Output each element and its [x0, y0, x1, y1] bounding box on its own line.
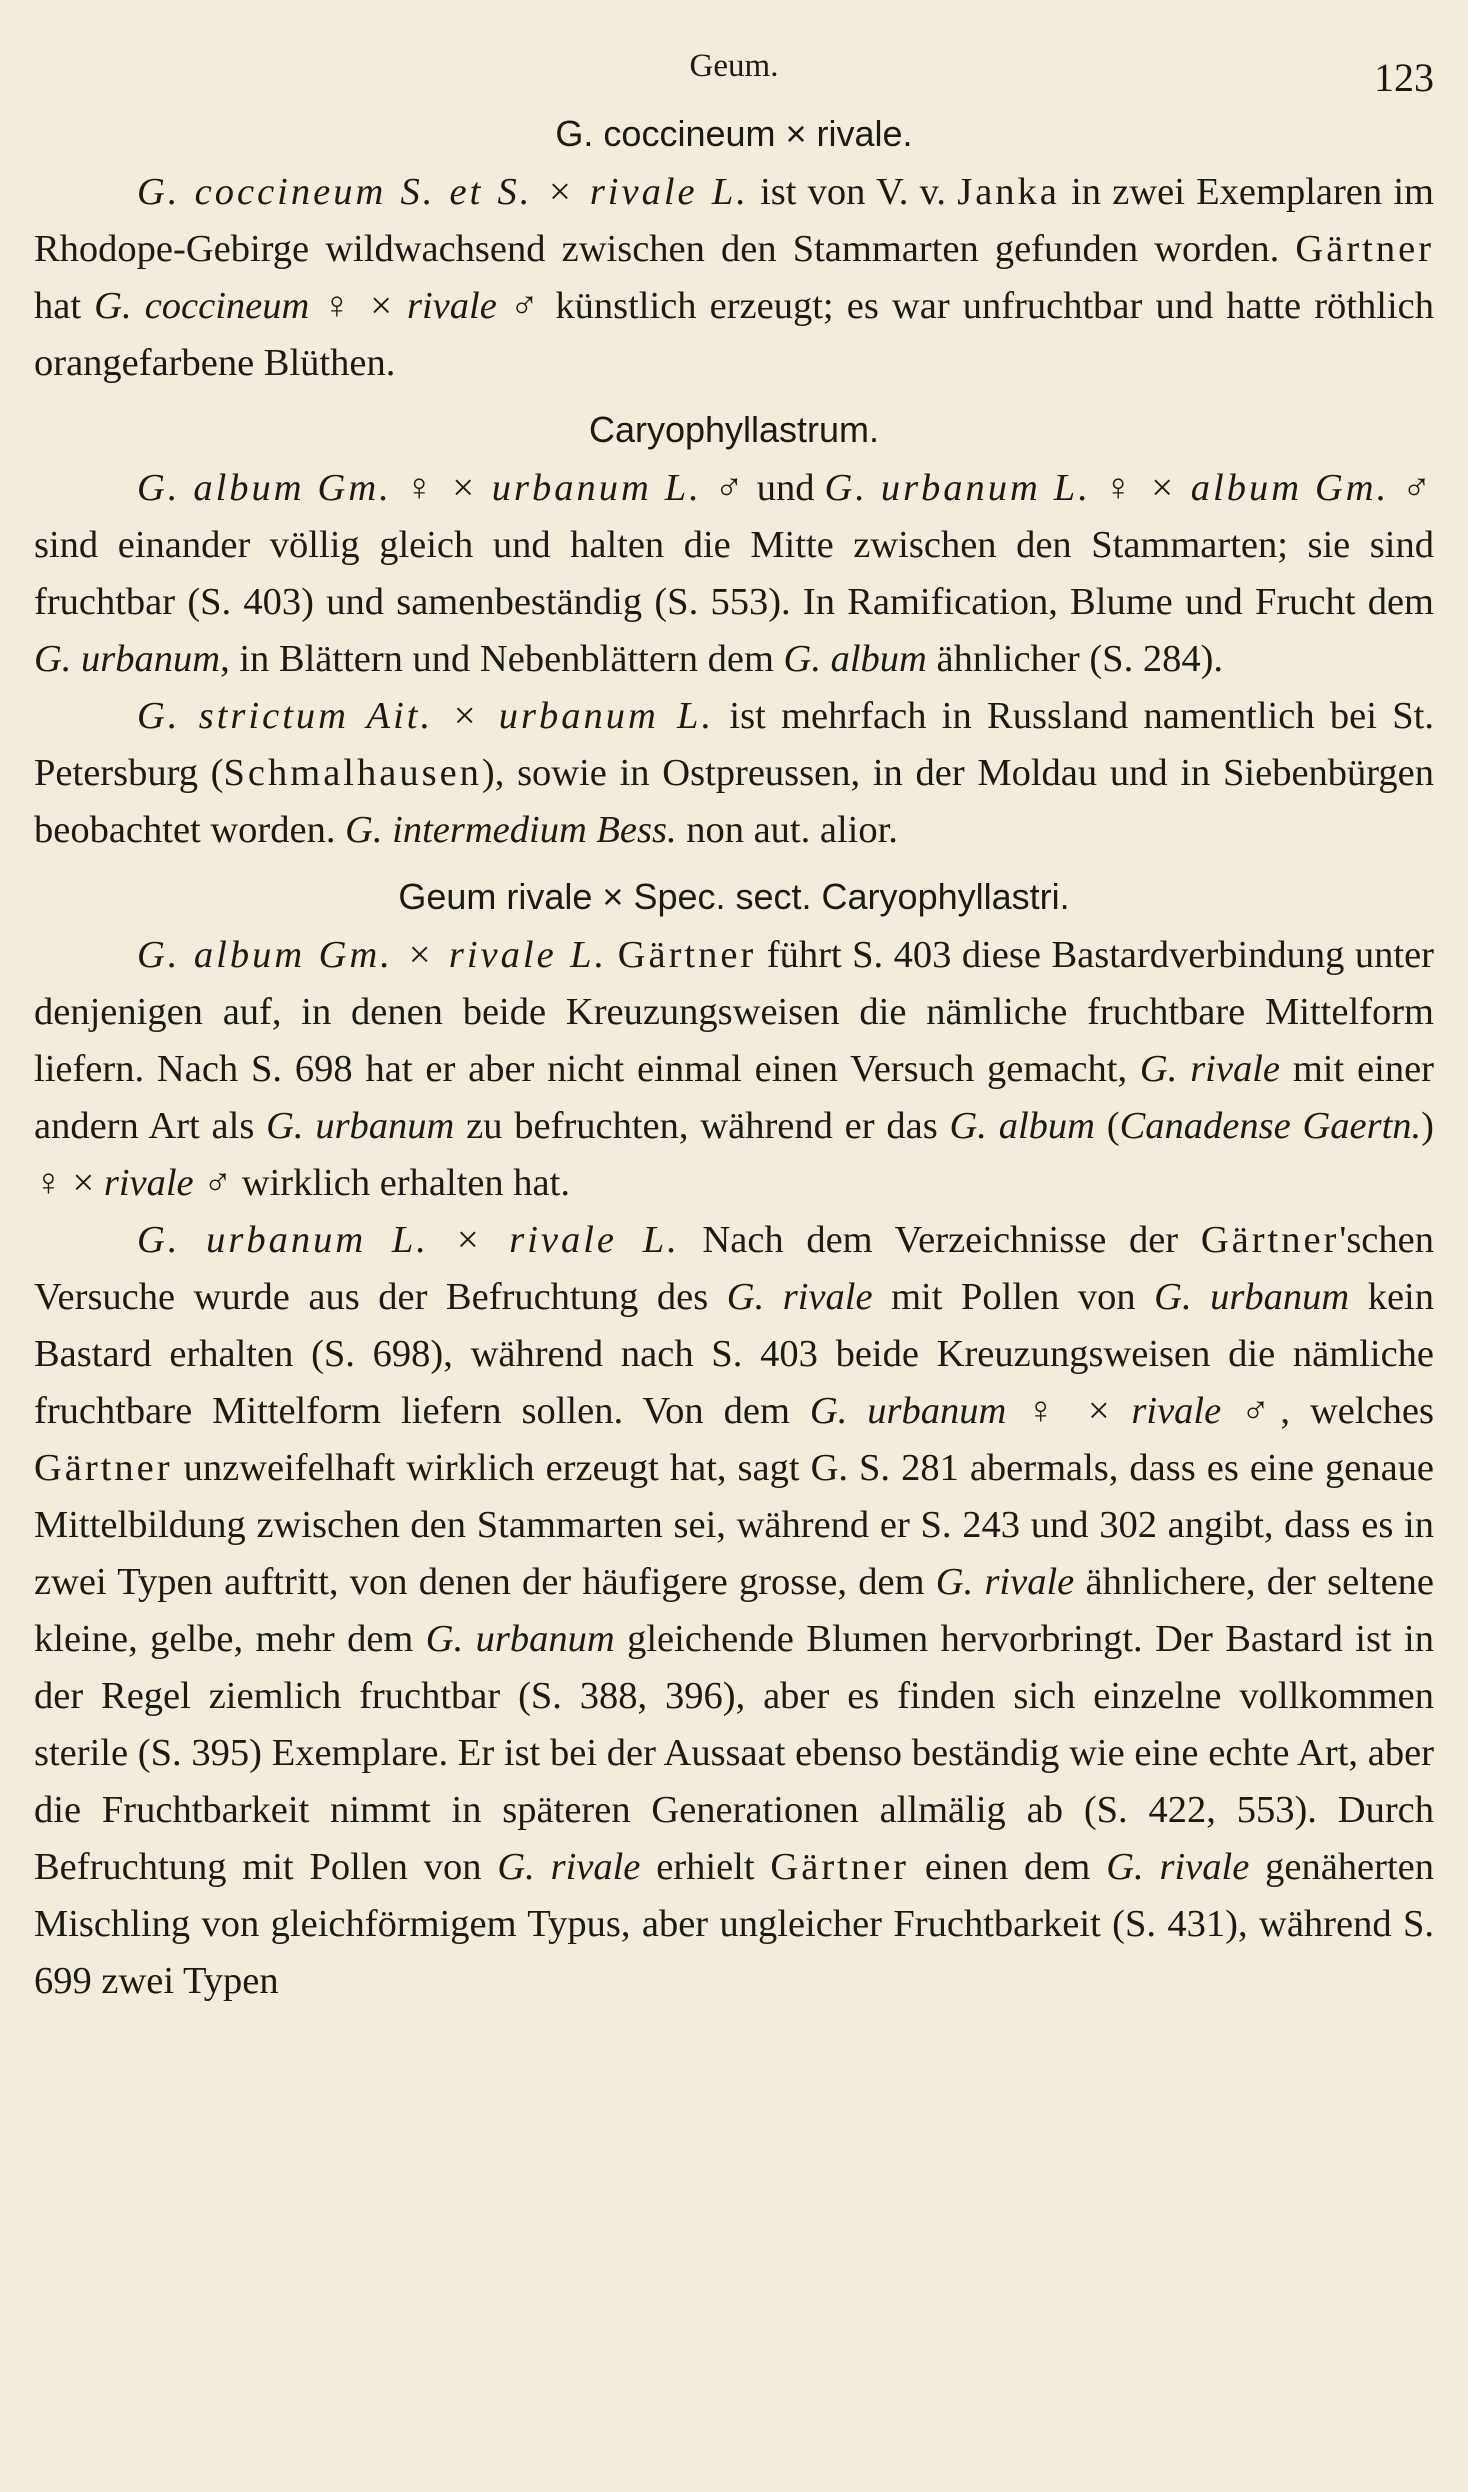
taxon-name: G. rivale: [935, 1561, 1075, 1603]
author-name: Janka: [957, 171, 1060, 213]
text-run: non aut. alior.: [676, 809, 898, 851]
text-run: 'schen Versuche wurde aus der Befruchtung des: [34, 1219, 1434, 1318]
running-head: [34, 48, 1434, 100]
taxon-name: G. rivale: [1106, 1846, 1250, 1888]
section-heading-coccineum-rivale: G. coccineum × rivale.: [555, 113, 913, 154]
text-run: künstlich erzeugt; es war unfruchtbar und hatte röthlich orangefarbene Blüthen.: [34, 285, 1434, 384]
section-heading-caryophyllastrum: Caryophyllastrum.: [588, 409, 880, 450]
text-run: ♂ wirklich erhalten hat.: [193, 1162, 570, 1204]
taxon-name: G. album: [783, 638, 927, 680]
text-run: in zwei Exemplaren im Rhodope-Gebirge wildwachsend zwischen den Stammarten gefunden worden.: [34, 171, 1434, 270]
text-run: sind einander völlig gleich und halten die Mitte zwischen den Stammarten; sie sind fruchtbar (S. 403) und samenbeständig (S. 553). In Ramification, Blume und Frucht dem: [34, 524, 1434, 623]
taxon-name: G. urbanum L. × rivale L.: [137, 1219, 680, 1261]
author-name: Gärtner: [770, 1846, 909, 1888]
taxon-name: G. album: [949, 1105, 1095, 1147]
paragraph-urbanum-rivale: [34, 1212, 1434, 2010]
text-run: [607, 934, 618, 976]
paragraph-album-rivale: [34, 927, 1434, 1212]
text-run: unzweifelhaft wirklich erzeugt hat, sagt G. S. 281 abermals, dass es eine genaue Mittelbildung zwischen den Stammarten sei, während er S. 243 und 302 angibt, dass es in zwei Typen auftritt, von denen der häufigere grosse, dem: [34, 1447, 1434, 1603]
text-run: ist von V. v.: [748, 171, 958, 213]
text-run: mit Pollen von: [872, 1276, 1155, 1318]
text-run: , welches: [1280, 1390, 1434, 1432]
author-name: Gärtner: [1200, 1219, 1340, 1261]
text-run: gleichende Blumen hervorbringt. Der Bastard ist in der Regel ziemlich fruchtbar (S. 388, 396), aber es finden sich einzelne vollkommen sterile (S. 395) Exemplare. Er ist bei der Aussaat ebenso beständig wie eine echte Art, aber die Fruchtbarkeit nimmt in späteren Generationen allmälig ab (S. 422, 553). Durch Befruchtung mit Pollen von: [34, 1618, 1434, 1888]
taxon-name: G. rivale: [1139, 1048, 1280, 1090]
section-heading-rivale-caryophyllastri: Geum rivale × Spec. sect. Caryophyllastri.: [398, 876, 1070, 917]
text-run: ist mehrfach in Russland namentlich bei St. Petersburg (: [34, 695, 1434, 794]
taxon-name: G. coccineum S. et S. × rivale L.: [137, 171, 749, 213]
text-run: und: [746, 467, 825, 509]
taxon-name: G. intermedium Bess.: [345, 809, 677, 851]
text-run: Nach dem Verzeichnisse der: [679, 1219, 1201, 1261]
page-number: 123: [1374, 55, 1434, 100]
taxon-name: Canadense Gaertn.: [1119, 1105, 1422, 1147]
taxon-name: G. urbanum: [34, 638, 221, 680]
text-run: ) ♀ ×: [34, 1105, 1434, 1204]
taxon-name: G. urbanum: [425, 1618, 615, 1660]
paragraph-album-urbanum: [34, 460, 1434, 688]
taxon-name: G. coccineum ♀ × rivale ♂: [94, 285, 543, 327]
text-run: hat: [34, 285, 95, 327]
taxon-name: G. urbanum: [1154, 1276, 1350, 1318]
taxon-name: rivale: [103, 1162, 194, 1204]
paragraph-strictum-urbanum: [34, 688, 1434, 859]
author-name: Gärtner: [34, 1447, 173, 1489]
taxon-name: G. album Gm. ♀ × urbanum L. ♂: [137, 467, 747, 509]
running-title: Geum.: [689, 48, 779, 84]
text-run: mit einer andern Art als: [34, 1048, 1434, 1147]
text-run: (: [1094, 1105, 1120, 1147]
text-run: ähnlicher (S. 284).: [926, 638, 1224, 680]
text-run: erhielt: [640, 1846, 771, 1888]
author-name: Gärtner: [1295, 228, 1434, 270]
taxon-name: G. urbanum L. ♀ × album Gm. ♂: [824, 467, 1435, 509]
author-name: Schmalhausen: [223, 752, 482, 794]
taxon-name: G. urbanum ♀ × rivale ♂: [809, 1390, 1281, 1432]
paragraph-coccineum-rivale: [34, 164, 1434, 392]
text-run: führt S. 403 diese Bastardverbindung unter denjenigen auf, in denen beide Kreuzungsweisen die nämliche fruchtbare Mittelform liefern. Nach S. 698 hat er aber nicht einmal einen Versuch gemacht,: [34, 934, 1435, 1090]
taxon-name: G. rivale: [497, 1846, 641, 1888]
taxon-name: G. urbanum: [266, 1105, 455, 1147]
text-run: ähnlichere, der seltene kleine, gelbe, mehr dem: [34, 1561, 1434, 1660]
text-run: zu befruchten, während er das: [454, 1105, 950, 1147]
text-run: kein Bastard erhalten (S. 698), während nach S. 403 beide Kreuzungsweisen die nämliche fruchtbare Mittelform liefern sollen. Von dem: [34, 1276, 1434, 1432]
text-run: , in Blättern und Nebenblättern dem: [220, 638, 784, 680]
taxon-name: G. album Gm. × rivale L.: [137, 934, 608, 976]
text-run: ), sowie in Ostpreussen, in der Moldau und in Siebenbürgen beobachtet worden.: [34, 752, 1434, 851]
taxon-name: G. rivale: [726, 1276, 873, 1318]
taxon-name: G. strictum Ait. × urbanum L.: [137, 695, 715, 737]
text-run: genäherten Mischling von gleichförmigem Typus, aber ungleicher Fruchtbarkeit (S. 431), während S. 699 zwei Typen: [34, 1846, 1434, 2002]
text-run: einen dem: [909, 1846, 1107, 1888]
author-name: Gärtner: [617, 934, 757, 976]
